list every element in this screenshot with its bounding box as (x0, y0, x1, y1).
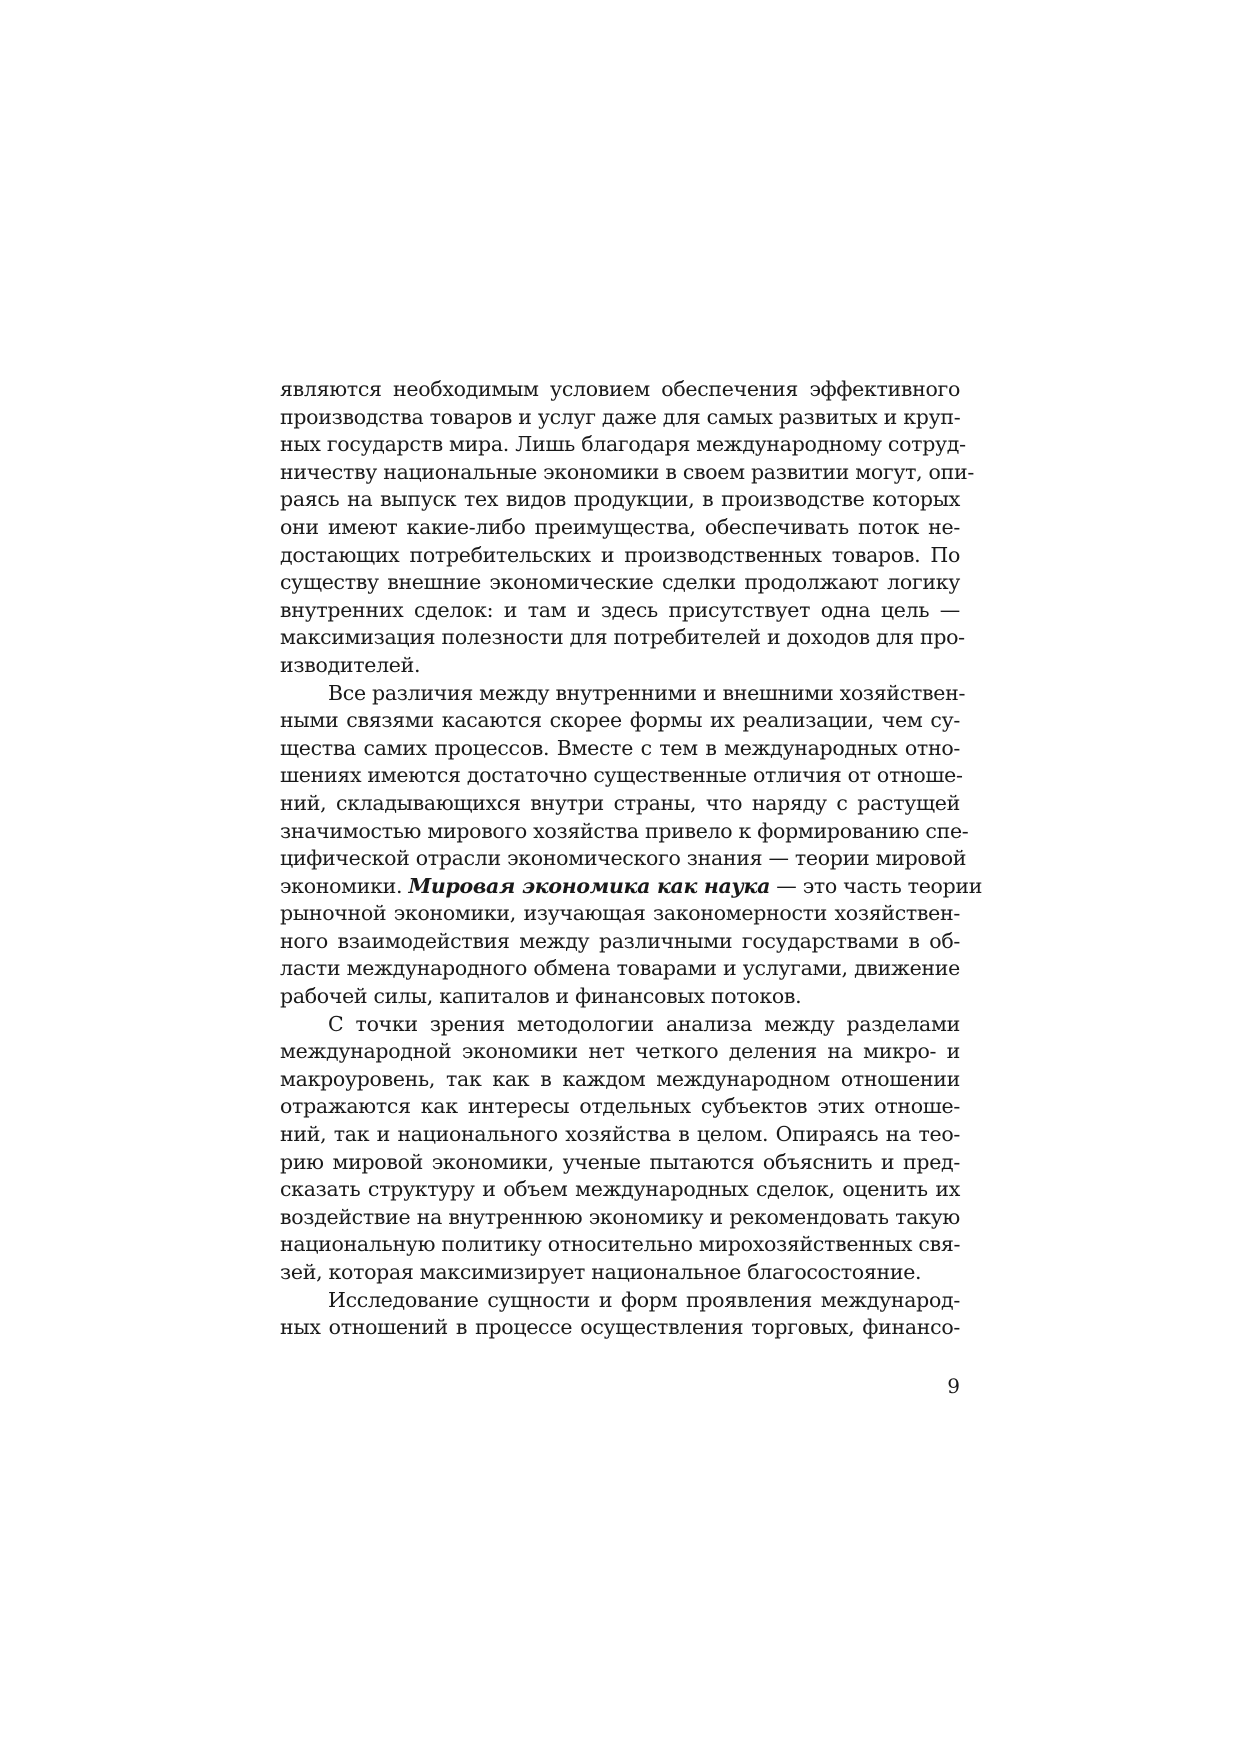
text-line-with-term (280, 873, 983, 901)
text-line: внутренних сделок: и там и здесь присутствует одна цель — (280, 597, 960, 622)
text-line: ласти международного обмена товарами и услугами, движение (280, 956, 960, 981)
text-line: ного взаимодействия между различными государствами в об- (280, 928, 960, 953)
text-fragment: — это часть теории (770, 873, 983, 898)
text-line: Исследование сущности и форм проявления международ- (328, 1287, 960, 1312)
text-line: ний, так и национального хозяйства в целом. Опираясь на тео- (280, 1122, 960, 1147)
text-line: макроуровень, так как в каждом международном отношении (280, 1066, 960, 1091)
text-fragment: экономики. (280, 873, 403, 898)
text-line: раясь на выпуск тех видов продукции, в производстве которых (280, 487, 960, 512)
text-line: Все различия между внутренними и внешними хозяйствен- (328, 680, 966, 705)
text-line: шениях имеются достаточно существенные отличия от отноше- (280, 763, 963, 788)
defined-term: Мировая экономика как наука (408, 873, 771, 898)
text-line: ных отношений в процессе осуществления торговых, финансо- (280, 1315, 960, 1340)
text-line: воздействие на внутреннюю экономику и рекомендовать такую (280, 1204, 960, 1229)
text-line: ничеству национальные экономики в своем развитии могут, опи- (280, 459, 974, 484)
page-number: 9 (947, 1374, 960, 1398)
text-line: ний, складывающихся внутри страны, что наряду с растущей (280, 790, 960, 815)
text-line: рию мировой экономики, ученые пытаются объяснить и пред- (280, 1149, 960, 1174)
paragraph-4 (280, 1287, 960, 1342)
text-line: они имеют какие-либо преимущества, обеспечивать поток не- (280, 514, 960, 539)
text-line: рыночной экономики, изучающая закономерности хозяйствен- (280, 901, 960, 926)
text-line: щества самих процессов. Вместе с тем в международных отно- (280, 735, 960, 760)
text-line: сказать структуру и объем международных сделок, оценить их (280, 1177, 960, 1202)
body-text (280, 376, 983, 1342)
text-line: отражаются как интересы отдельных субъектов этих отноше- (280, 1094, 960, 1119)
text-line: достающих потребительских и производственных товаров. По (280, 542, 960, 567)
text-line: национальную политику относительно мирохозяйственных свя- (280, 1232, 961, 1257)
paragraph-2 (280, 680, 983, 1011)
text-line: максимизация полезности для потребителей и доходов для про- (280, 625, 965, 650)
text-line: являются необходимым условием обеспечения эффективного (280, 377, 960, 401)
text-line: ными связями касаются скорее формы их реализации, чем су- (280, 708, 960, 733)
text-line: зей, которая максимизирует национальное благосостояние. (280, 1260, 922, 1284)
text-line: международной экономики нет четкого деления на микро- и (280, 1039, 960, 1064)
paragraph-1 (280, 376, 974, 680)
text-line: цифической отрасли экономического знания — теории мировой (280, 846, 967, 871)
paragraph-3 (280, 1011, 960, 1287)
text-line: С точки зрения методологии анализа между разделами (328, 1011, 960, 1036)
text-line: существу внешние экономические сделки продолжают логику (280, 570, 960, 595)
text-line: рабочей силы, капиталов и финансовых потоков. (280, 984, 802, 1009)
text-line: ных государств мира. Лишь благодаря международному сотруд- (280, 432, 966, 457)
text-line: производства товаров и услуг даже для самых развитых и круп- (280, 404, 961, 429)
text-line: изводителей. (280, 652, 421, 677)
text-line: значимостью мирового хозяйства привело к формированию спе- (280, 818, 969, 843)
